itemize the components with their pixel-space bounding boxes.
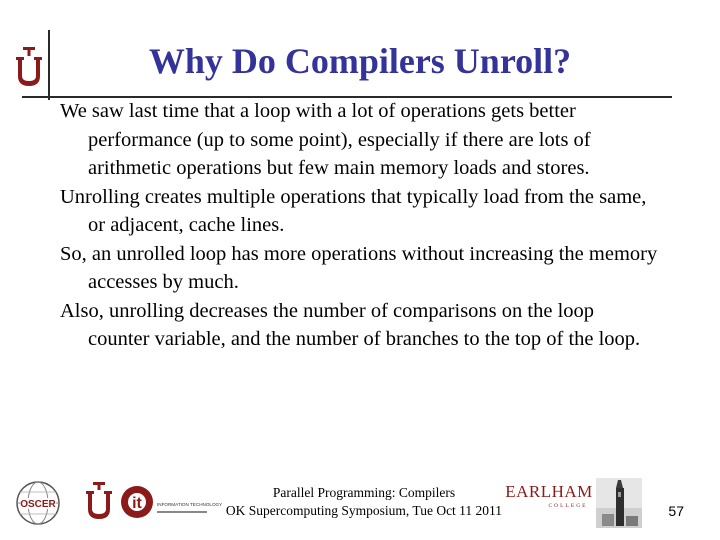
earlham-logo-name: EARLHAM xyxy=(505,482,593,501)
it-logo-caption: INFORMATION TECHNOLOGY xyxy=(157,502,223,507)
ou-logo-icon xyxy=(13,47,45,87)
slide-title: Why Do Compilers Unroll? xyxy=(148,41,572,81)
bullet-item: Unrolling creates multiple operations that typically load from the same, or adjacent, cache lines. xyxy=(60,185,647,236)
footer-logos xyxy=(14,478,223,528)
earlham-logo-sub: COLLEGE xyxy=(548,503,588,509)
it-logo-text: it xyxy=(132,495,142,512)
footer-course-title: Parallel Programming: Compilers xyxy=(272,485,456,500)
footer-event: OK Supercomputing Symposium, Tue Oct 11 2011 xyxy=(225,503,503,518)
oscer-logo-text: OSCER xyxy=(20,499,56,510)
it-logo-icon xyxy=(121,486,222,518)
ou-footer-logo-icon xyxy=(86,482,112,519)
earlham-college-logo-icon xyxy=(505,480,593,512)
footer-text xyxy=(214,484,514,520)
bell-tower-photo xyxy=(596,478,642,528)
oscer-logo-icon xyxy=(17,482,59,524)
bullet-item: Also, unrolling decreases the number of comparisons on the loop counter variable, and the number of branches to the top of the loop. xyxy=(60,299,641,350)
header-vertical-rule xyxy=(48,30,50,100)
slide-number: 57 xyxy=(668,503,684,519)
bullet-item: So, an unrolled loop has more operations without increasing the memory accesses by much. xyxy=(60,242,658,293)
bullet-list xyxy=(60,97,660,354)
bullet-item: We saw last time that a loop with a lot of operations gets better performance (up to some point), especially if there are lots of arithmetic operations but few main memory loads and stores. xyxy=(60,100,591,179)
